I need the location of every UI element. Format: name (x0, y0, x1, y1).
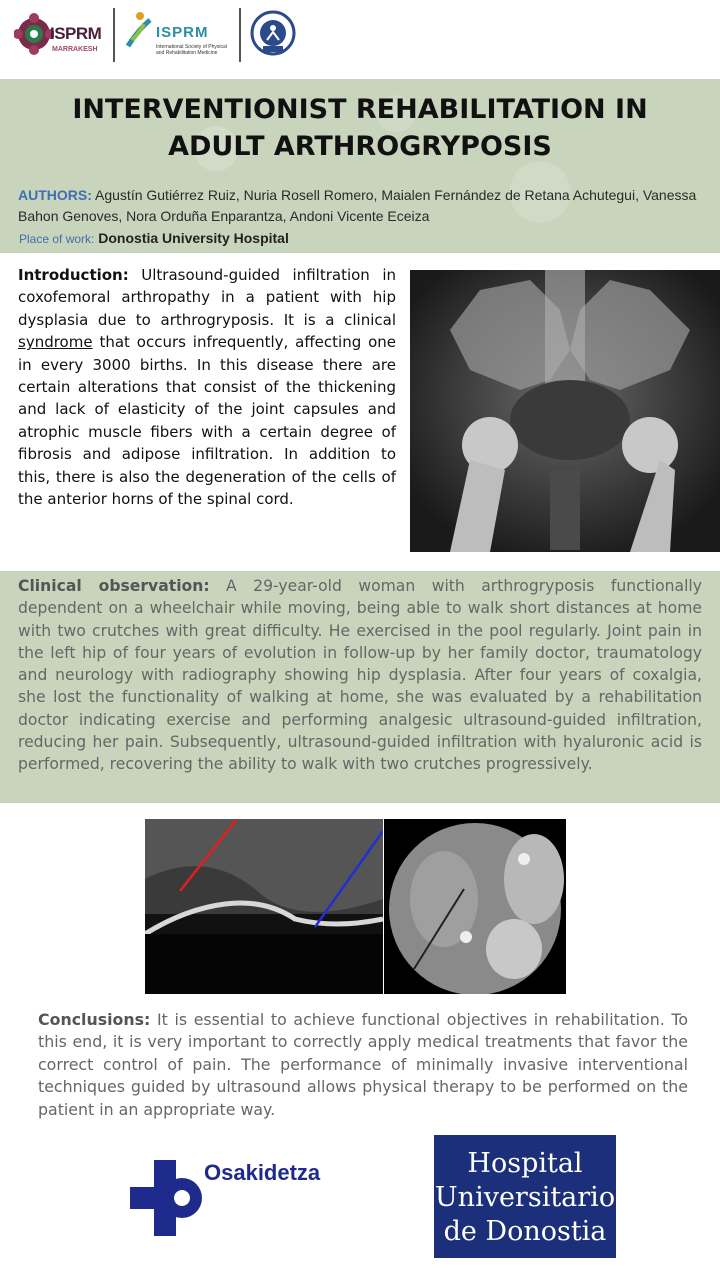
header-band (0, 79, 720, 253)
introduction-text-start: Ultrasound-guided infiltration in coxofemoral arthropathy in a patient with hip dysplasia due to arthrogryposis. It is a clinical (18, 266, 396, 329)
osakidetza-cross-icon (130, 1160, 204, 1236)
authors-block (18, 185, 708, 227)
isprm-marrakesh-subtext: MARRAKESH (52, 46, 98, 53)
introduction-section (18, 264, 396, 510)
introduction-text-end: that occurs infrequently, affecting one in every 3000 births. In this disease there are certain alterations that consist of the thickening and lack of elasticity of the joint capsules and atrophic muscle fibers with a certain degree of fibrosis and adipose infiltration. In addition to this, there is also the degeneration of the cells of the anterior horns of the spinal cord. (18, 333, 396, 509)
logo-strip (0, 0, 720, 72)
hospital-line-2: Universitario (434, 1182, 616, 1213)
flower-emblem-icon (14, 6, 54, 62)
osakidetza-logo (130, 1160, 340, 1236)
place-of-work (19, 230, 289, 246)
clinical-observation-paragraph (18, 575, 702, 776)
logo-divider (113, 8, 115, 62)
authors-names: Agustín Gutiérrez Ruiz, Nuria Rosell Romero, Maialen Fernández de Retana Achutegui, Vanessa Bahon Genoves, Nora Orduña Enparantza, Andoni Vicente Eceiza (18, 187, 697, 224)
fluoroscopy-image (384, 819, 566, 994)
figure-icon (124, 10, 154, 50)
hospital-line-1: Hospital (467, 1148, 583, 1179)
somaref-seal-icon (250, 10, 296, 56)
pelvis-xray-image (410, 270, 720, 552)
logo-divider (239, 8, 241, 62)
hospital-line-3: de Donostia (443, 1216, 607, 1247)
introduction-label: Introduction: (18, 266, 129, 284)
hospital-name (434, 1147, 616, 1249)
place-label: Place of work: (19, 232, 95, 246)
isprm-subtext: International Society of Physical and Rehabilitation Medicine (156, 44, 227, 56)
poster-title: INTERVENTIONIST REHABILITATION IN ADULT ARTHROGRYPOSIS (72, 94, 648, 162)
clinical-observation-section (0, 571, 720, 803)
conclusions-text: It is essential to achieve functional objectives in rehabilitation. To this end, it is very important to correctly apply medical treatments that favor the correct control of pain. The performance of minimally invasive interventional techniques guided by ultrasound allows physical therapy to be performed on the patient in an appropriate way. (38, 1010, 688, 1119)
conclusions-section (38, 1009, 688, 1121)
hospital-logo (434, 1135, 616, 1258)
ultrasound-image (145, 819, 383, 994)
isprm-marrakesh-text: ISPRM (50, 24, 102, 43)
isprm-text: ISPRM (156, 24, 209, 41)
somaref-logo (250, 10, 296, 56)
place-value: Donostia University Hospital (98, 230, 289, 246)
isprm-marrakesh-logo (14, 6, 110, 64)
isprm-logo (124, 10, 232, 62)
clinical-observation-label: Clinical observation: (18, 577, 210, 595)
clinical-observation-text: A 29-year-old woman with arthrogryposis functionally dependent on a wheelchair while moving, being able to walk short distances at home with two crutches with great difficulty. He exercised in the pool regularly. Joint pain in the left hip of four years of evolution in follow-up by her family doctor, traumatology and neurology with radiography showing hip dysplasia. After four years of coxalgia, she lost the functionality of walking at home, she was evaluated by a rehabilitation doctor indicating exercise and performing analgesic ultrasound-guided infiltration, reducing her pain. Subsequently, ultrasound-guided infiltration with hyaluronic acid is performed, recovering the ability to walk with two crutches progressively. (18, 577, 702, 774)
syndrome-term: syndrome (18, 333, 93, 352)
osakidetza-name: Osakidetza (204, 1160, 321, 1185)
conclusions-label: Conclusions: (38, 1010, 151, 1029)
authors-label: AUTHORS: (18, 187, 92, 203)
